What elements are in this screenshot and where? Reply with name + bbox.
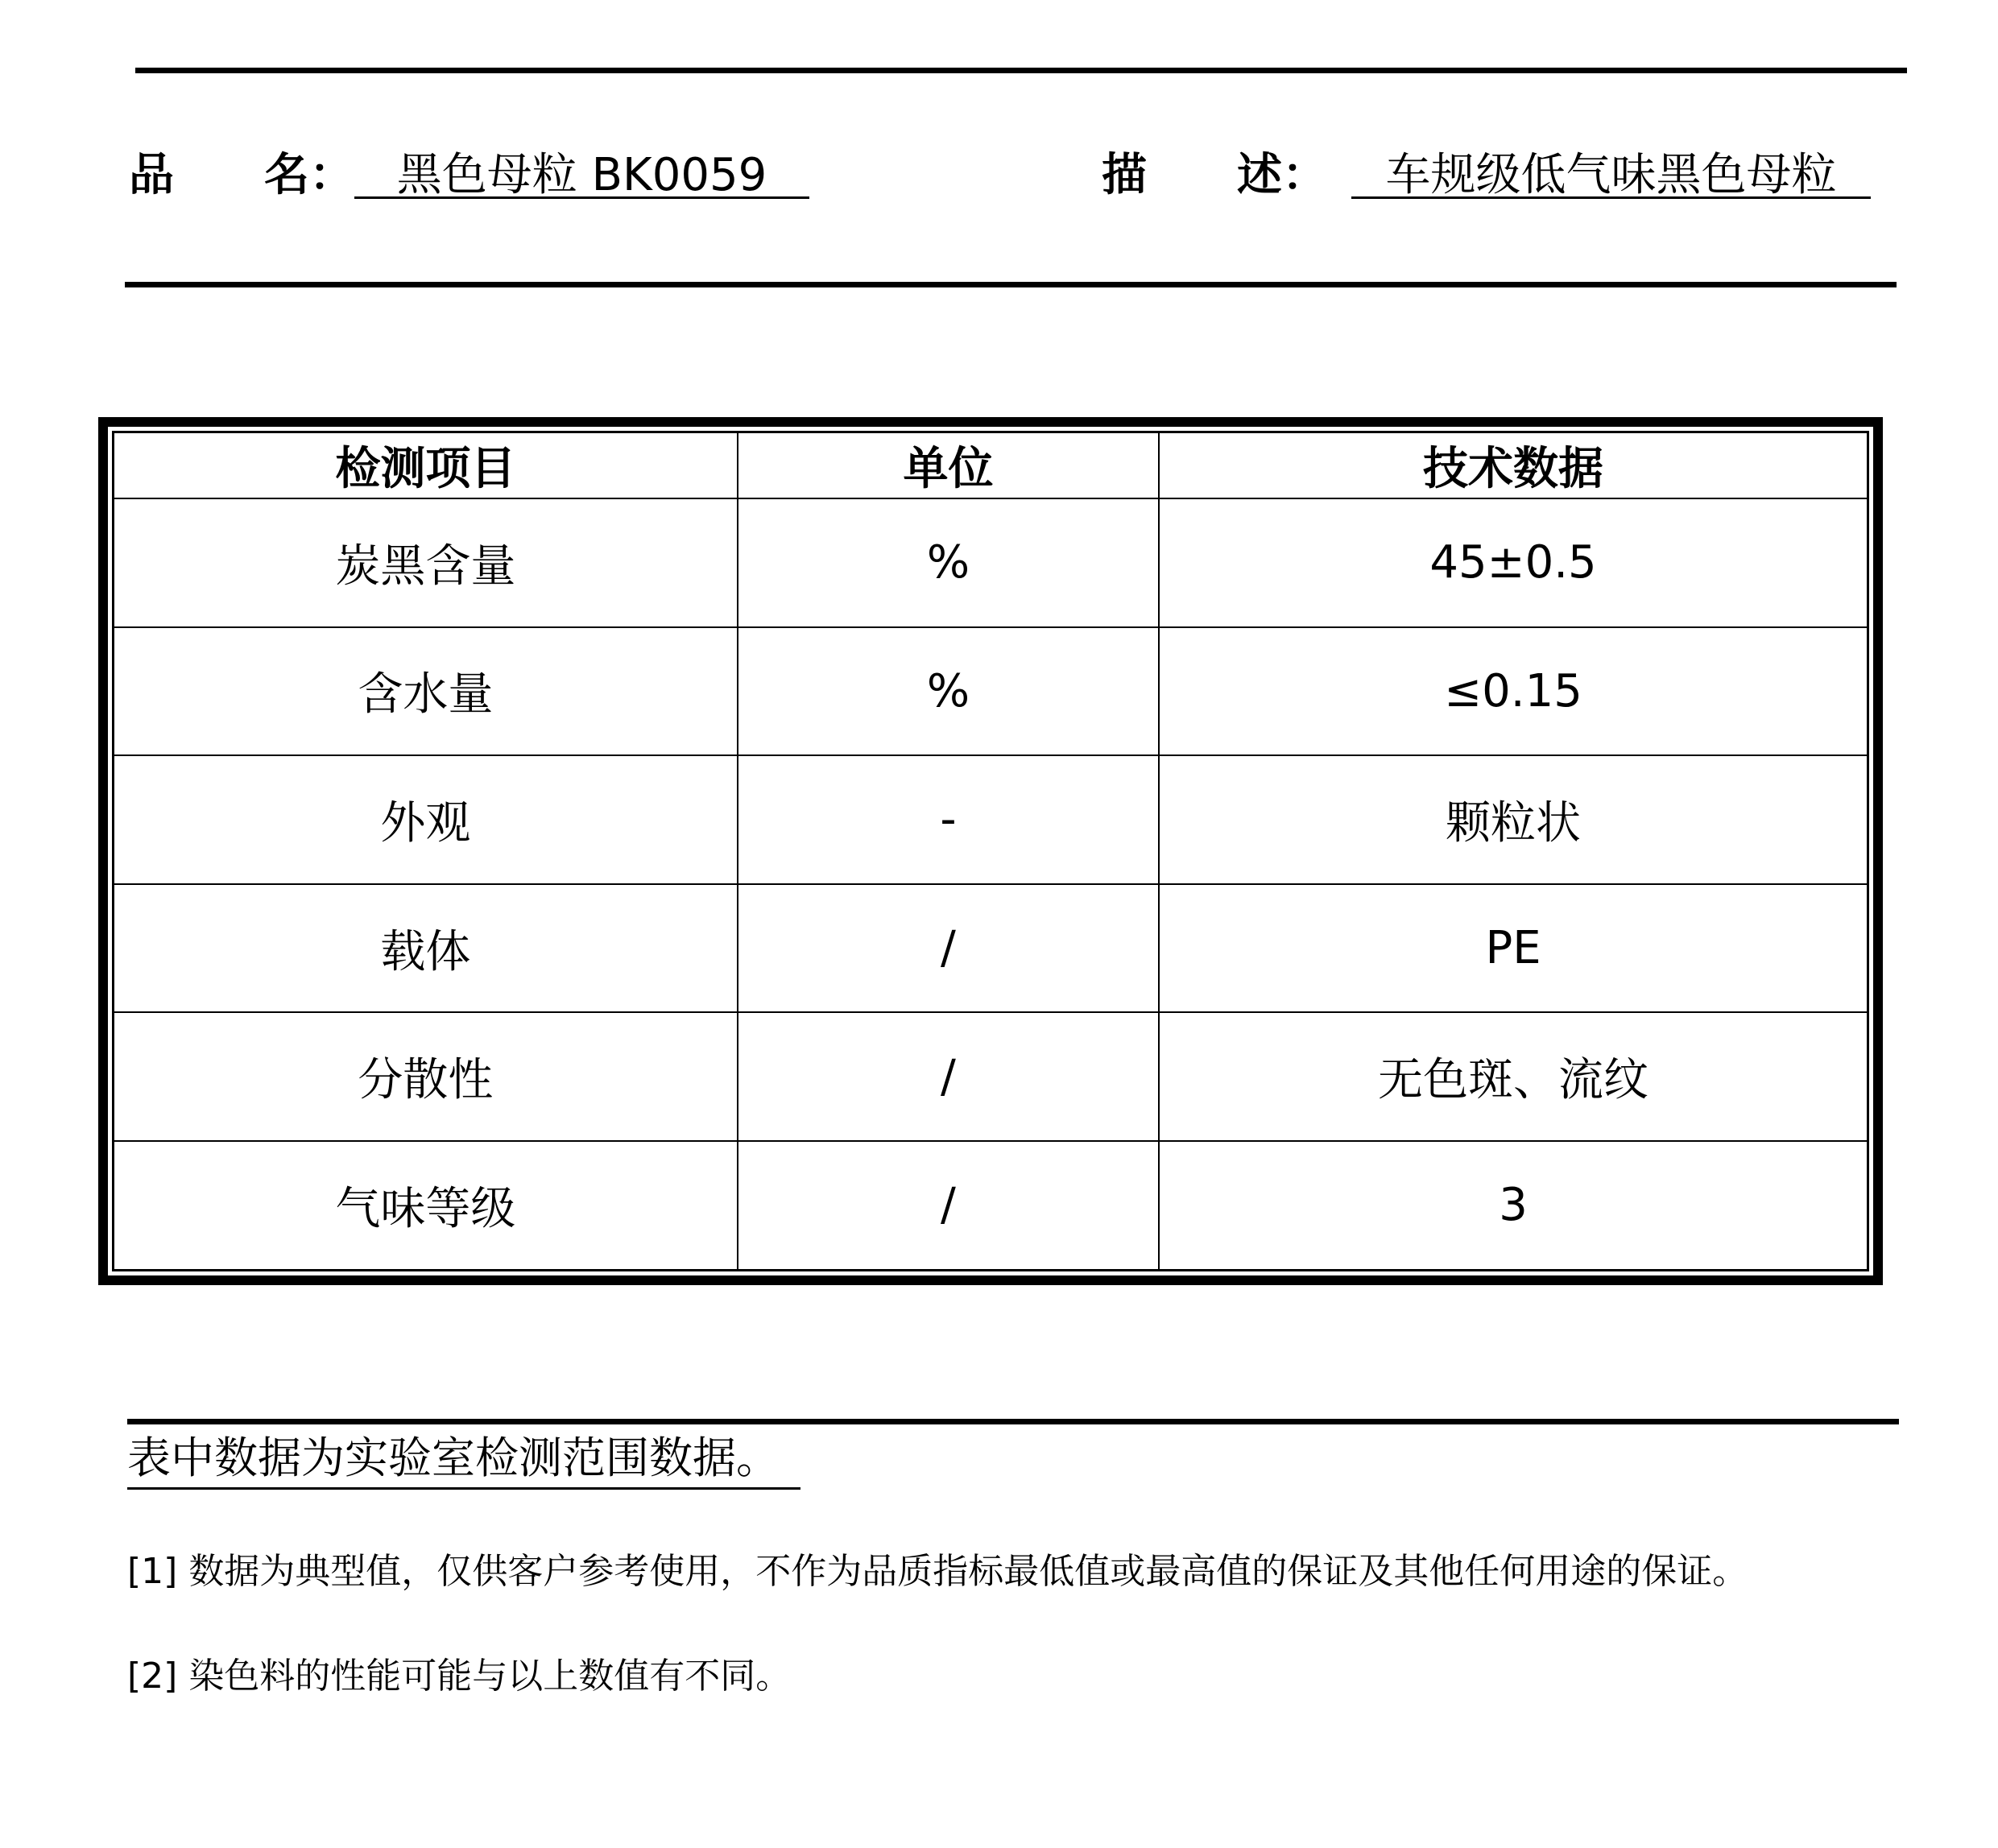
table-cell-unit: % bbox=[738, 498, 1159, 627]
table-row bbox=[114, 1012, 1868, 1141]
column-header-test-item: 检测项目 bbox=[114, 432, 738, 499]
spec-table-frame bbox=[98, 417, 1883, 1285]
table-row bbox=[114, 1141, 1868, 1271]
table-cell-unit: / bbox=[738, 884, 1159, 1013]
table-cell-value: PE bbox=[1159, 884, 1868, 1013]
table-cell-unit: / bbox=[738, 1012, 1159, 1141]
table-cell-item: 分散性 bbox=[114, 1012, 738, 1141]
table-cell-item: 炭黑含量 bbox=[114, 498, 738, 627]
description-label: 描 述： bbox=[1102, 149, 1327, 201]
product-name-value: 黑色母粒 BK0059 bbox=[354, 143, 809, 199]
table-cell-unit: - bbox=[738, 755, 1159, 884]
table-cell-item: 气味等级 bbox=[114, 1141, 738, 1271]
table-row bbox=[114, 755, 1868, 884]
note-item-1: [1] 数据为典型值，仅供客户参考使用，不作为品质指标最低值或最高值的保证及其他任何用途的保证。 bbox=[127, 1551, 1748, 1592]
table-cell-value: 颗粒状 bbox=[1159, 755, 1868, 884]
table-cell-item: 载体 bbox=[114, 884, 738, 1013]
table-row bbox=[114, 627, 1868, 756]
note-item-2: [2] 染色料的性能可能与以上数值有不同。 bbox=[127, 1656, 792, 1697]
table-row bbox=[114, 498, 1868, 627]
table-cell-item: 含水量 bbox=[114, 627, 738, 756]
spec-table bbox=[112, 431, 1869, 1271]
header-bottom-rule bbox=[125, 282, 1897, 287]
column-header-technical-data: 技术数据 bbox=[1159, 432, 1868, 499]
table-cell-value: 无色斑、流纹 bbox=[1159, 1012, 1868, 1141]
table-row bbox=[114, 884, 1868, 1013]
table-cell-value: ≤0.15 bbox=[1159, 627, 1868, 756]
table-cell-unit: % bbox=[738, 627, 1159, 756]
description-value: 车规级低气味黑色母粒 bbox=[1351, 143, 1871, 199]
table-cell-value: 3 bbox=[1159, 1141, 1868, 1271]
top-rule bbox=[135, 68, 1907, 73]
notes-heading: 表中数据为实验室检测范围数据。 bbox=[127, 1429, 800, 1490]
table-header-row bbox=[114, 432, 1868, 499]
table-cell-value: 45±0.5 bbox=[1159, 498, 1868, 627]
table-cell-item: 外观 bbox=[114, 755, 738, 884]
notes-top-rule bbox=[127, 1419, 1899, 1424]
table-cell-unit: / bbox=[738, 1141, 1159, 1271]
column-header-unit: 单位 bbox=[738, 432, 1159, 499]
product-name-label: 品 名： bbox=[129, 149, 354, 201]
